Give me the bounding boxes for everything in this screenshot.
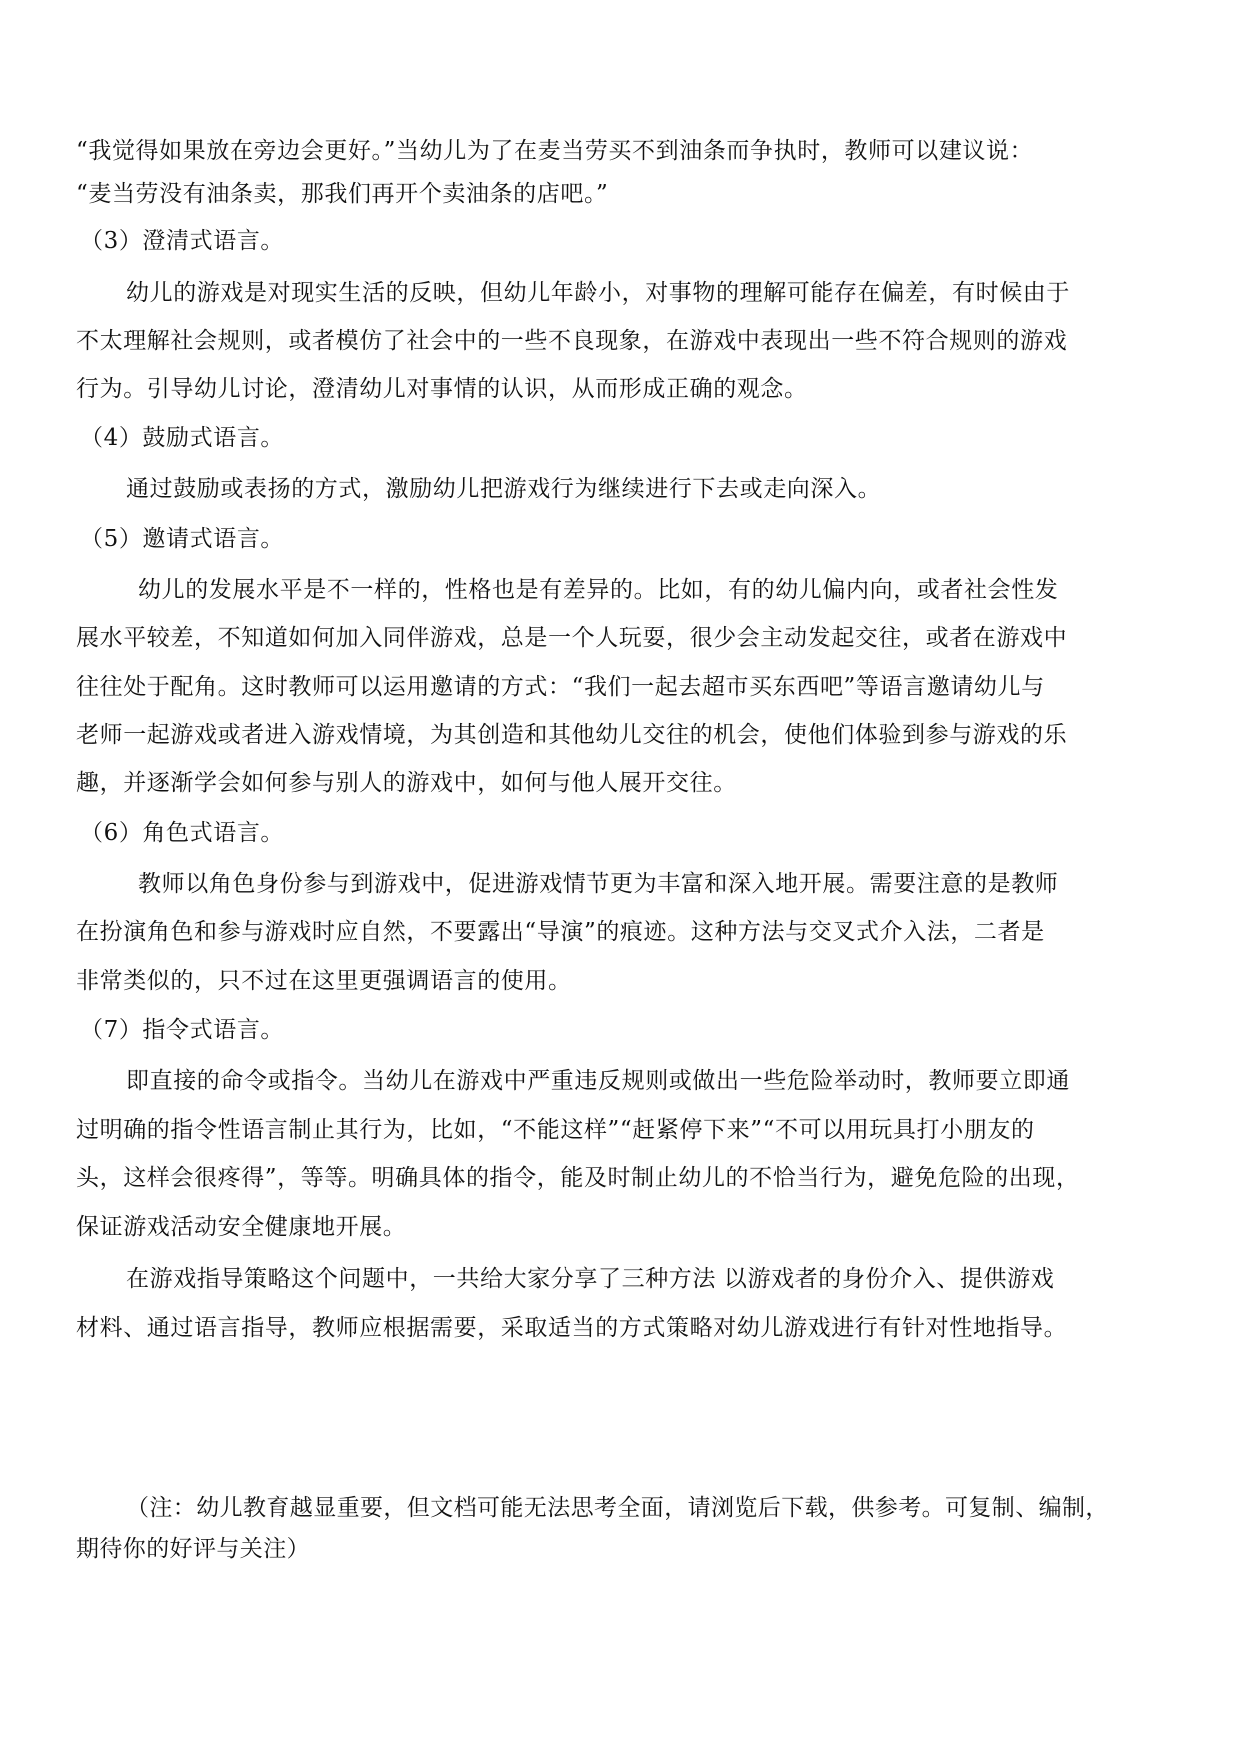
body-text-line: 趣，并逐渐学会如何参与别人的游戏中，如何与他人展开交往。 [76, 770, 737, 796]
subheading-instructive-language: （7）指令式语言。 [80, 1017, 285, 1043]
body-text-line: 保证游戏活动安全健康地开展。 [76, 1214, 407, 1240]
body-text-line: 教师以角色身份参与到游戏中，促进游戏情节更为丰富和深入地开展。需要注意的是教师 [138, 871, 1059, 897]
body-text-line: “麦当劳没有油条卖，那我们再开个卖油条的店吧。” [76, 181, 609, 207]
subheading-clarifying-language: （3）澄清式语言。 [80, 228, 285, 254]
footer-note-line: 期待你的好评与关注） [76, 1536, 310, 1562]
body-text-line: 非常类似的，只不过在这里更强调语言的使用。 [76, 968, 572, 994]
body-text-line: “我觉得如果放在旁边会更好。”当幼儿为了在麦当劳买不到油条而争执时，教师可以建议说： [76, 138, 1034, 164]
subheading-role-language: （6）角色式语言。 [80, 820, 285, 846]
body-text-line: 头，这样会很疼得”，等等。明确具体的指令，能及时制止幼儿的不恰当行为，避免危险的出现， [76, 1165, 1080, 1191]
body-text-line: 在游戏指导策略这个问题中，一共给大家分享了三种方法 以游戏者的身份介入、提供游戏 [126, 1266, 1055, 1292]
body-text-line: 在扮演角色和参与游戏时应自然，不要露出“导演”的痕迹。这种方法与交叉式介入法，二者是 [76, 919, 1045, 945]
body-text-line: 不太理解社会规则，或者模仿了社会中的一些不良现象，在游戏中表现出一些不符合规则的游戏 [76, 328, 1068, 354]
body-text-line: 过明确的指令性语言制止其行为，比如，“不能这样”“赶紧停下来”“不可以用玩具打小朋友的 [76, 1117, 1035, 1143]
body-text-line: 幼儿的发展水平是不一样的，性格也是有差异的。比如，有的幼儿偏内向，或者社会性发 [138, 577, 1059, 603]
body-text-line: 往往处于配角。这时教师可以运用邀请的方式：“我们一起去超市买东西吧”等语言邀请幼儿与 [76, 674, 1045, 700]
body-text-line: 即直接的命令或指令。当幼儿在游戏中严重违反规则或做出一些危险举动时，教师要立即通 [126, 1068, 1070, 1094]
body-text-line: 展水平较差，不知道如何加入同伴游戏，总是一个人玩耍，很少会主动发起交往，或者在游戏中 [76, 625, 1068, 651]
footer-note-line: （注：幼儿教育越显重要，但文档可能无法思考全面，请浏览后下载，供参考。可复制、编制， [126, 1495, 1109, 1521]
body-text-line: 通过鼓励或表扬的方式，激励幼儿把游戏行为继续进行下去或走向深入。 [126, 476, 882, 502]
subheading-encouraging-language: （4）鼓励式语言。 [80, 425, 285, 451]
body-text-line: 老师一起游戏或者进入游戏情境，为其创造和其他幼儿交往的机会，使他们体验到参与游戏的乐 [76, 722, 1068, 748]
subheading-inviting-language: （5）邀请式语言。 [80, 526, 285, 552]
body-text-line: 幼儿的游戏是对现实生活的反映，但幼儿年龄小，对事物的理解可能存在偏差，有时候由于 [126, 280, 1070, 306]
body-text-line: 材料、通过语言指导，教师应根据需要，采取适当的方式策略对幼儿游戏进行有针对性地指导。 [76, 1315, 1068, 1341]
body-text-line: 行为。引导幼儿讨论，澄清幼儿对事情的认识，从而形成正确的观念。 [76, 376, 808, 402]
